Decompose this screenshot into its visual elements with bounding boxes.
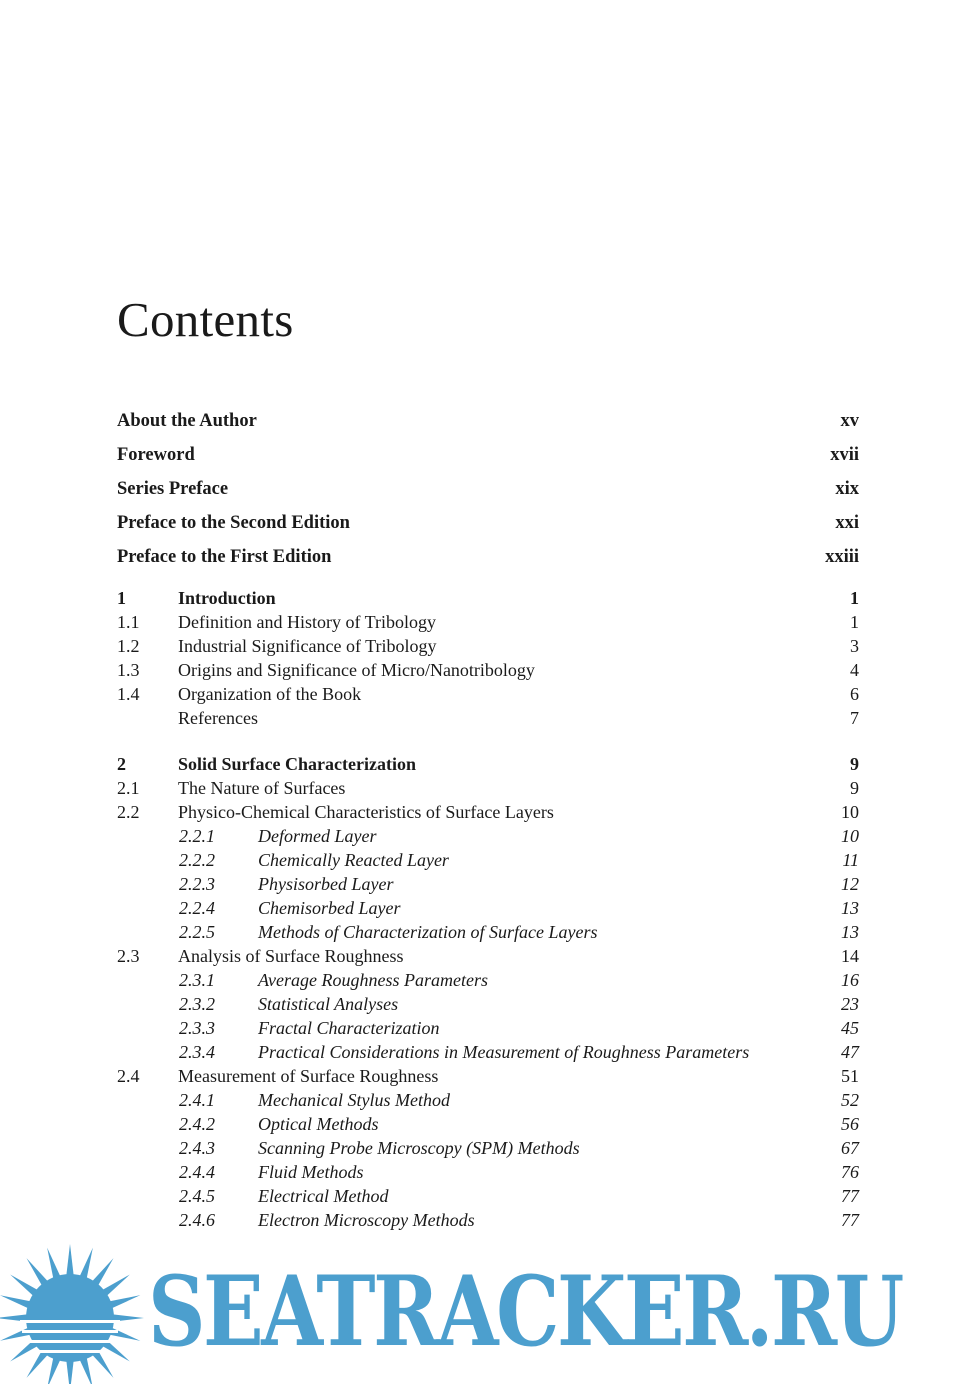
section-title: Definition and History of Tribology bbox=[178, 612, 437, 632]
subsection-number: 2.4.5 bbox=[179, 1186, 215, 1206]
subsection-row[interactable] bbox=[117, 848, 859, 872]
subsection-page: 11 bbox=[842, 850, 859, 870]
section-title: References bbox=[178, 708, 258, 728]
subsection-number: 2.2.5 bbox=[179, 922, 215, 942]
subsection-title: Physisorbed Layer bbox=[258, 874, 394, 894]
front-matter-row[interactable] bbox=[117, 404, 859, 438]
subsection-title: Statistical Analyses bbox=[258, 994, 399, 1014]
section-row[interactable] bbox=[117, 776, 859, 800]
chapter-heading-row[interactable] bbox=[117, 752, 859, 776]
front-matter-row[interactable] bbox=[117, 438, 859, 472]
section-number: 2.2 bbox=[117, 802, 140, 822]
subsection-row[interactable] bbox=[117, 824, 859, 848]
front-matter-page: xxiii bbox=[825, 546, 859, 567]
subsection-page: 13 bbox=[841, 922, 859, 942]
section-number: 2.4 bbox=[117, 1066, 140, 1086]
section-number: 1.3 bbox=[117, 660, 140, 680]
subsection-title: Fluid Methods bbox=[258, 1162, 364, 1182]
section-row[interactable] bbox=[117, 610, 859, 634]
subsection-row[interactable] bbox=[117, 992, 859, 1016]
section-page: 7 bbox=[850, 708, 859, 728]
subsection-number: 2.3.1 bbox=[179, 970, 215, 990]
section-title: Measurement of Surface Roughness bbox=[178, 1066, 439, 1086]
subsection-number: 2.4.6 bbox=[179, 1210, 215, 1230]
section-row[interactable] bbox=[117, 944, 859, 968]
section-page: 14 bbox=[841, 946, 859, 966]
section-title: Industrial Significance of Tribology bbox=[178, 636, 437, 656]
section-page: 9 bbox=[850, 778, 859, 798]
section-number: 1.4 bbox=[117, 684, 140, 704]
subsection-number: 2.2.3 bbox=[179, 874, 215, 894]
sun-ray bbox=[66, 1244, 74, 1278]
subsection-title: Chemically Reacted Layer bbox=[258, 850, 449, 870]
subsection-page: 12 bbox=[841, 874, 859, 894]
subsection-title: Scanning Probe Microscopy (SPM) Methods bbox=[258, 1138, 580, 1158]
section-row[interactable] bbox=[117, 658, 859, 682]
subsection-title: Optical Methods bbox=[258, 1114, 379, 1134]
front-matter-page: xxi bbox=[835, 512, 859, 533]
watermark-text: SEATRACKER.RU bbox=[148, 1255, 902, 1368]
subsection-number: 2.3.2 bbox=[179, 994, 215, 1014]
section-title: Analysis of Surface Roughness bbox=[178, 946, 404, 966]
chapter-title: Solid Surface Characterization bbox=[178, 754, 416, 774]
subsection-page: 76 bbox=[841, 1162, 859, 1182]
front-matter-title: Series Preface bbox=[117, 478, 229, 499]
chapter-page: 9 bbox=[850, 754, 859, 774]
subsection-row[interactable] bbox=[117, 1136, 859, 1160]
subsection-page: 77 bbox=[841, 1186, 859, 1206]
front-matter-row[interactable] bbox=[117, 506, 859, 540]
section-number: 1.1 bbox=[117, 612, 140, 632]
chapter-heading-row[interactable] bbox=[117, 586, 859, 610]
front-matter-row[interactable] bbox=[117, 472, 859, 506]
front-matter-page: xv bbox=[840, 410, 859, 431]
subsection-number: 2.4.3 bbox=[179, 1138, 215, 1158]
subsection-page: 23 bbox=[841, 994, 859, 1014]
subsection-number: 2.3.3 bbox=[179, 1018, 215, 1038]
subsection-number: 2.4.4 bbox=[179, 1162, 215, 1182]
subsection-row[interactable] bbox=[117, 1040, 859, 1064]
subsection-number: 2.3.4 bbox=[179, 1042, 215, 1062]
section-row[interactable] bbox=[117, 706, 859, 730]
subsection-title: Chemisorbed Layer bbox=[258, 898, 401, 918]
front-matter-title: Preface to the First Edition bbox=[117, 546, 332, 567]
front-matter-title: Foreword bbox=[117, 444, 195, 465]
subsection-title: Methods of Characterization of Surface Layers bbox=[258, 922, 598, 942]
section-page: 3 bbox=[850, 636, 859, 656]
chapter-block bbox=[117, 586, 859, 730]
section-title: The Nature of Surfaces bbox=[178, 778, 346, 798]
section-row[interactable] bbox=[117, 800, 859, 824]
chapter-number: 1 bbox=[117, 588, 126, 608]
front-matter-page: xix bbox=[835, 478, 859, 499]
subsection-title: Mechanical Stylus Method bbox=[258, 1090, 450, 1110]
section-row[interactable] bbox=[117, 634, 859, 658]
section-number: 2.3 bbox=[117, 946, 140, 966]
front-matter-page: xvii bbox=[830, 444, 859, 465]
subsection-title: Electrical Method bbox=[258, 1186, 389, 1206]
section-page: 6 bbox=[850, 684, 859, 704]
chapter-page: 1 bbox=[850, 588, 859, 608]
subsection-number: 2.4.1 bbox=[179, 1090, 215, 1110]
subsection-row[interactable] bbox=[117, 1112, 859, 1136]
subsection-number: 2.2.2 bbox=[179, 850, 215, 870]
chapter-block bbox=[117, 752, 859, 1232]
front-matter-row[interactable] bbox=[117, 540, 859, 574]
section-page: 1 bbox=[850, 612, 859, 632]
subsection-page: 67 bbox=[841, 1138, 859, 1158]
chapter-title: Introduction bbox=[178, 588, 276, 608]
subsection-title: Fractal Characterization bbox=[258, 1018, 440, 1038]
subsection-page: 10 bbox=[841, 826, 859, 846]
subsection-number: 2.2.4 bbox=[179, 898, 215, 918]
subsection-title: Deformed Layer bbox=[258, 826, 377, 846]
subsection-number: 2.2.1 bbox=[179, 826, 215, 846]
front-matter-list bbox=[117, 404, 859, 574]
section-number: 2.1 bbox=[117, 778, 140, 798]
subsection-row[interactable] bbox=[117, 920, 859, 944]
section-page: 10 bbox=[841, 802, 859, 822]
subsection-row[interactable] bbox=[117, 1160, 859, 1184]
subsection-number: 2.4.2 bbox=[179, 1114, 215, 1134]
chapter-number: 2 bbox=[117, 754, 126, 774]
subsection-row[interactable] bbox=[117, 896, 859, 920]
front-matter-title: About the Author bbox=[117, 410, 257, 431]
subsection-page: 77 bbox=[841, 1210, 859, 1230]
page-title: Contents bbox=[117, 292, 294, 347]
subsection-row[interactable] bbox=[117, 1016, 859, 1040]
subsection-page: 56 bbox=[841, 1114, 859, 1134]
subsection-page: 16 bbox=[841, 970, 859, 990]
subsection-page: 13 bbox=[841, 898, 859, 918]
table-of-contents bbox=[117, 586, 859, 1254]
subsection-page: 47 bbox=[841, 1042, 859, 1062]
subsection-title: Electron Microscopy Methods bbox=[258, 1210, 475, 1230]
section-title: Origins and Significance of Micro/Nanotribology bbox=[178, 660, 535, 680]
section-number: 1.2 bbox=[117, 636, 140, 656]
subsection-row[interactable] bbox=[117, 1088, 859, 1112]
subsection-page: 45 bbox=[841, 1018, 859, 1038]
subsection-page: 52 bbox=[841, 1090, 859, 1110]
subsection-row[interactable] bbox=[117, 872, 859, 896]
section-page: 4 bbox=[850, 660, 859, 680]
front-matter-title: Preface to the Second Edition bbox=[117, 512, 350, 533]
subsection-row[interactable] bbox=[117, 968, 859, 992]
section-row[interactable] bbox=[117, 682, 859, 706]
subsection-title: Practical Considerations in Measurement of Roughness Parameters bbox=[258, 1042, 750, 1062]
section-title: Physico-Chemical Characteristics of Surface Layers bbox=[178, 802, 554, 822]
subsection-row[interactable] bbox=[117, 1208, 859, 1232]
section-row[interactable] bbox=[117, 1064, 859, 1088]
subsection-row[interactable] bbox=[117, 1184, 859, 1208]
section-page: 51 bbox=[841, 1066, 859, 1086]
subsection-title: Average Roughness Parameters bbox=[258, 970, 488, 990]
section-title: Organization of the Book bbox=[178, 684, 362, 704]
